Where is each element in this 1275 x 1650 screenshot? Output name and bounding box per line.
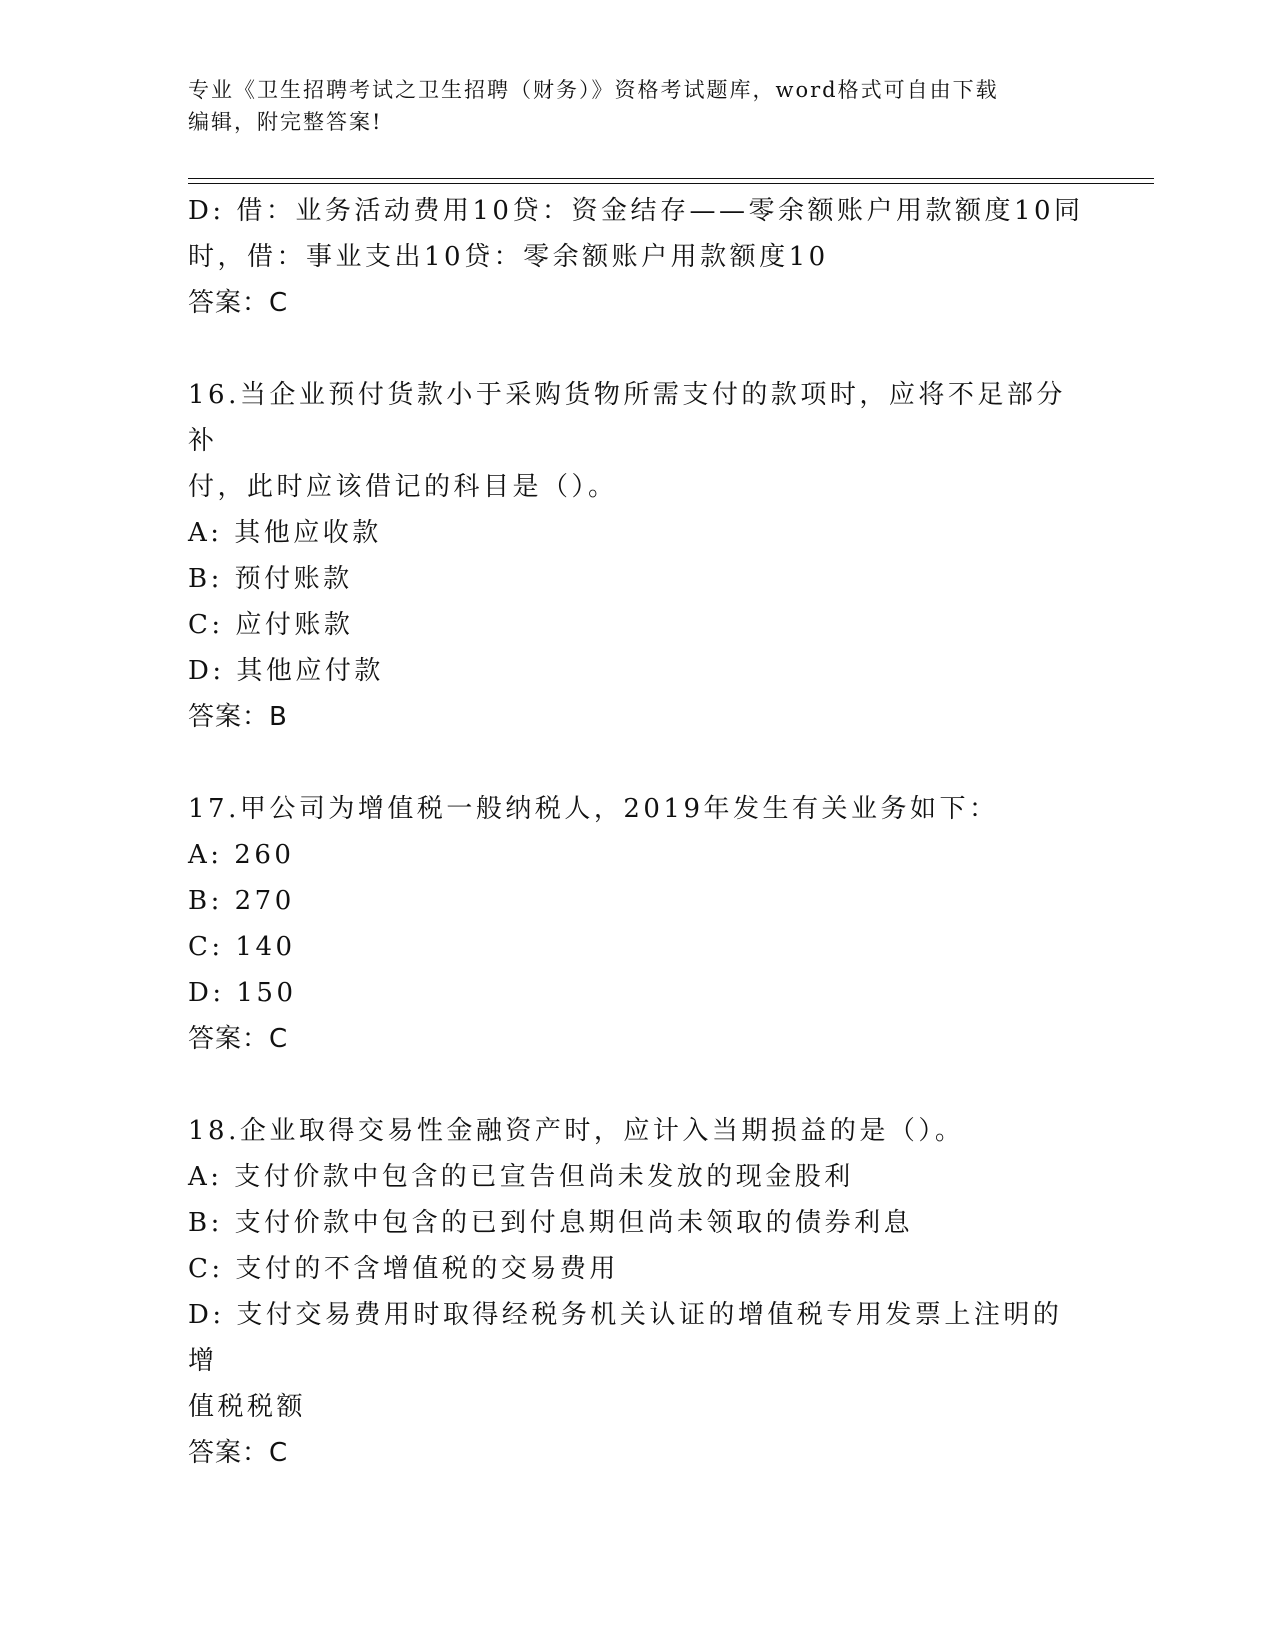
spacer: [188, 1062, 1088, 1108]
answer-label: 答案：C: [188, 1024, 289, 1054]
header-divider-bottom: [188, 183, 1154, 184]
header-divider-top: [188, 178, 1154, 179]
option-c: C: 应付账款: [188, 610, 354, 640]
option-c: C: 140: [188, 932, 296, 962]
option-d-line-1: D: 支付交易费用时取得经税务机关认证的增值税专用发票上注明的增: [188, 1300, 1063, 1376]
header-line-1: 专业《卫生招聘考试之卫生招聘（财务）》资格考试题库，word格式可自由下载: [188, 78, 999, 102]
option-d-line-1: D: 借：业务活动费用10贷：资金结存——零余额账户用款额度10同: [188, 196, 1084, 226]
option-a: A: 其他应收款: [188, 518, 382, 548]
answer-label: 答案：B: [188, 702, 288, 732]
option-b: B: 270: [188, 886, 295, 916]
question-stem-line-1: 16.当企业预付货款小于采购货物所需支付的款项时，应将不足部分补: [188, 380, 1066, 456]
spacer: [188, 740, 1088, 786]
option-a: A: 260: [188, 840, 295, 870]
option-b: B: 预付账款: [188, 564, 353, 594]
option-d: D: 其他应付款: [188, 656, 384, 686]
option-d: D: 150: [188, 978, 297, 1008]
option-d-line-2: 时，借：事业支出10贷：零余额账户用款额度10: [188, 242, 829, 272]
question-15-tail: [188, 188, 1088, 326]
question-17: [188, 786, 1088, 1062]
question-stem-line-2: 付，此时应该借记的科目是（）。: [188, 472, 618, 502]
header-line-2: 编辑，附完整答案!: [188, 110, 383, 134]
page-header: [188, 74, 1088, 138]
question-16: [188, 372, 1088, 740]
question-stem-line-1: 17.甲公司为增值税一般纳税人，2019年发生有关业务如下：: [188, 794, 999, 824]
option-b: B: 支付价款中包含的已到付息期但尚未领取的债券利息: [188, 1208, 914, 1238]
option-c: C: 支付的不含增值税的交易费用: [188, 1254, 619, 1284]
option-a: A: 支付价款中包含的已宣告但尚未发放的现金股利: [188, 1162, 854, 1192]
question-18: [188, 1108, 1088, 1476]
answer-label: 答案：C: [188, 288, 289, 318]
answer-label: 答案：C: [188, 1438, 289, 1468]
question-stem-line-1: 18.企业取得交易性金融资产时，应计入当期损益的是（）。: [188, 1116, 965, 1146]
question-list: [188, 188, 1088, 1476]
spacer: [188, 326, 1088, 372]
option-d-line-2: 值税税额: [188, 1392, 307, 1422]
